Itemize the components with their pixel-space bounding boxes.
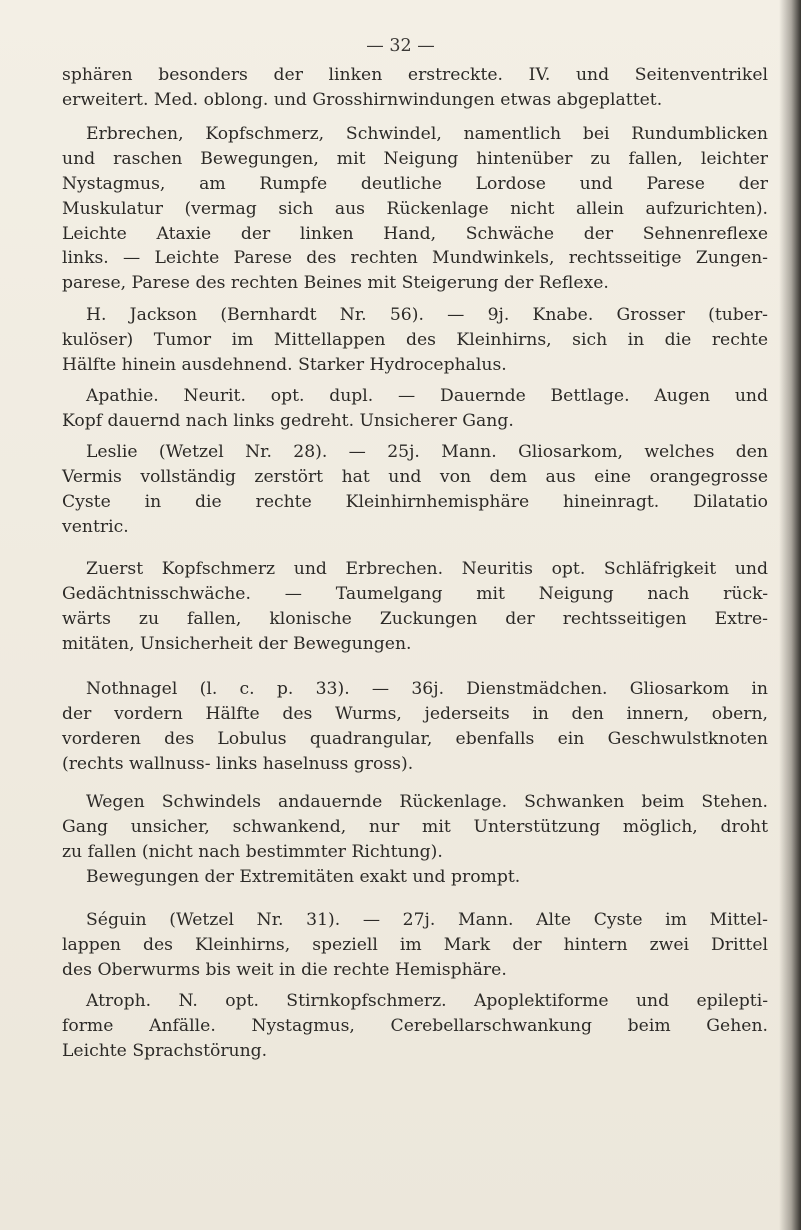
text-line: Wegen Schwindels andauernde Rückenlage. Schwanken beim Stehen. [86,792,768,812]
paragraph [62,303,768,378]
text-line: lappen des Kleinhirns, speziell im Mark der hintern zwei Drittel [62,934,768,955]
text-line: Nystagmus, am Rumpfe deutliche Lordose und Parese der [62,173,768,194]
text-line: Séguin (Wetzel Nr. 31). — 27j. Mann. Alte Cyste im Mittel- [86,910,768,930]
text-line: Hälfte hinein ausdehnend. Starker Hydrocephalus. [62,354,507,375]
text-line: ventric. [62,516,129,537]
text-line: Nothnagel (l. c. p. 33). — 36j. Dienstmädchen. Gliosarkom in [86,679,768,699]
paragraph [62,790,768,890]
text-line: Leichte Sprachstörung. [62,1040,268,1061]
page-edge-shadow [779,0,801,1230]
paragraph [62,384,768,434]
paragraph [62,677,768,777]
text-line: vorderen des Lobulus quadrangular, ebenfalls ein Geschwulstknoten [62,728,768,749]
paragraph [62,557,768,657]
text-line: zu fallen (nicht nach bestimmter Richtung). [62,841,443,862]
text-line: erweitert. Med. oblong. und Grosshirnwindungen etwas abgeplattet. [62,89,663,110]
text-line: der vordern Hälfte des Wurms, jederseits in den innern, obern, [62,703,768,724]
text-line: Cyste in die rechte Kleinhirnhemisphäre hineinragt. Dilatatio [62,491,768,512]
text-line: H. Jackson (Bernhardt Nr. 56). — 9j. Knabe. Grosser (tuber- [86,305,768,325]
text-line: Vermis vollständig zerstört hat und von dem aus eine orangegrosse [62,466,768,487]
text-line: Bewegungen der Extremitäten exakt und prompt. [86,866,521,887]
page-number: — 32 — [366,36,435,56]
text-line: Muskulatur (vermag sich aus Rückenlage nicht allein aufzurichten). [62,198,768,219]
paragraph [62,440,768,540]
text-line: Zuerst Kopfschmerz und Erbrechen. Neuritis opt. Schläfrigkeit und [86,559,768,579]
text-line: Leslie (Wetzel Nr. 28). — 25j. Mann. Gliosarkom, welches den [86,442,768,462]
paragraph [62,63,768,113]
paragraph [62,989,768,1064]
text-line: Leichte Ataxie der linken Hand, Schwäche der Sehnenreflexe [62,223,768,244]
text-line: Gang unsicher, schwankend, nur mit Unterstützung möglich, droht [62,816,768,837]
text-line: kulöser) Tumor im Mittellappen des Kleinhirns, sich in die rechte [62,329,768,350]
text-line: sphären besonders der linken erstreckte. IV. und Seitenventrikel [62,65,768,85]
text-line: Erbrechen, Kopfschmerz, Schwindel, namentlich bei Rundumblicken [86,124,768,144]
text-line: Atroph. N. opt. Stirnkopfschmerz. Apoplektiforme und epilepti- [86,991,768,1011]
paragraph [62,122,768,296]
text-line: Apathie. Neurit. opt. dupl. — Dauernde Bettlage. Augen und [86,386,768,406]
text-line: wärts zu fallen, klonische Zuckungen der rechtsseitigen Extre- [62,608,768,629]
text-line: Kopf dauernd nach links gedreht. Unsicherer Gang. [62,410,514,431]
text-line: forme Anfälle. Nystagmus, Cerebellarschwankung beim Gehen. [62,1015,768,1036]
paragraph [62,908,768,983]
text-line: Gedächtnisschwäche. — Taumelgang mit Neigung nach rück- [62,583,768,604]
text-line: links. — Leichte Parese des rechten Mundwinkels, rechtsseitige Zungen- [62,248,768,269]
text-line: mitäten, Unsicherheit der Bewegungen. [62,633,412,654]
text-line: (rechts wallnuss- links haselnuss gross). [62,753,414,774]
text-line: des Oberwurms bis weit in die rechte Hemisphäre. [62,959,507,980]
text-line: parese, Parese des rechten Beines mit Steigerung der Reflexe. [62,273,609,294]
text-line: und raschen Bewegungen, mit Neigung hintenüber zu fallen, leichter [62,148,768,169]
